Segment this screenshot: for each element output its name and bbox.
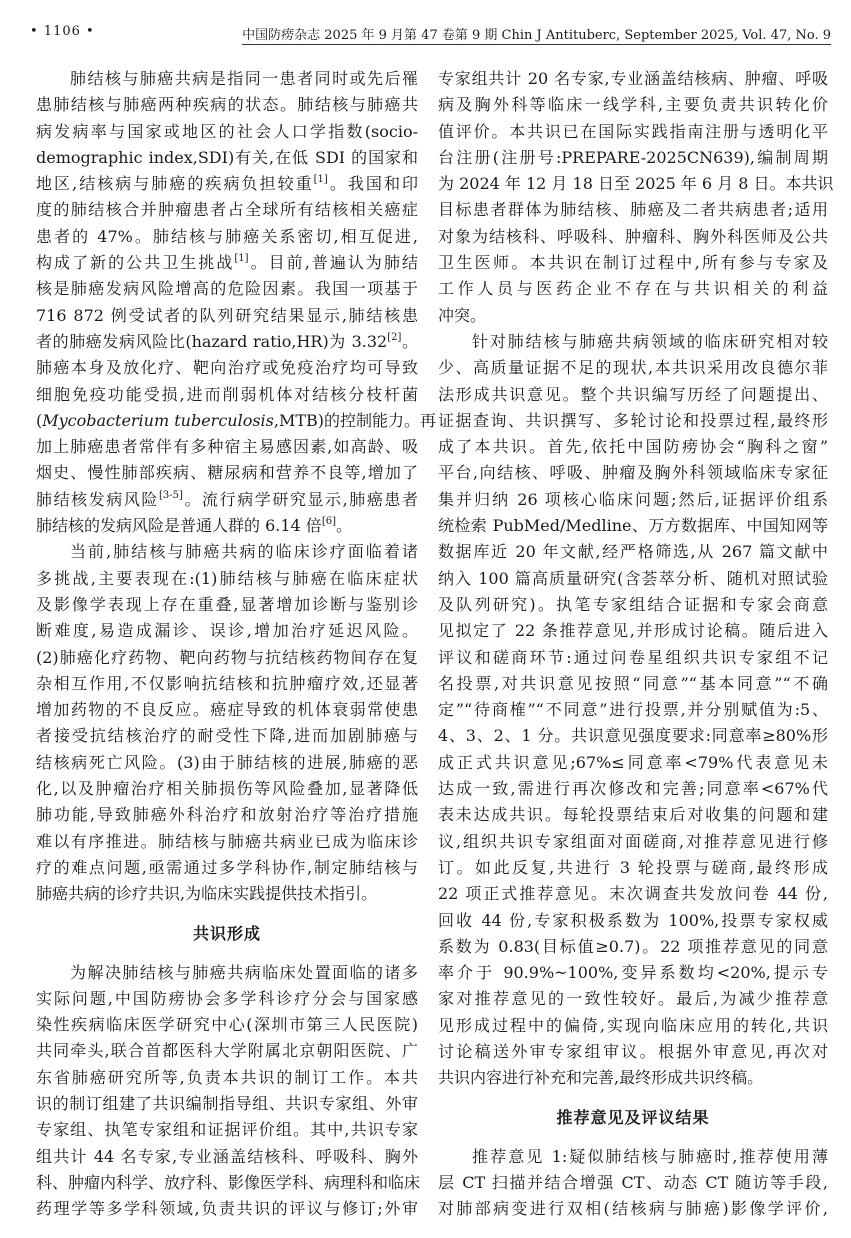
text-line: 共同牵头,联合首都医科大学附属北京朝阳医院、广	[36, 1041, 418, 1061]
text-segment: 肺结核发病风险	[36, 489, 159, 509]
text-line: 患者的 47%。肺结核与肺癌关系密切,相互促进,	[36, 226, 418, 246]
text-line: 少、高质量证据不足的现状,本共识采用改良德尔菲	[438, 358, 828, 378]
text-line: 专家组共计 20 名专家,专业涵盖结核病、肿瘤、呼吸	[438, 69, 828, 88]
text-line: 难以有序推进。肺结核与肺癌共病业已成为临床诊	[36, 831, 418, 851]
page-number: • 1106 •	[30, 24, 95, 39]
text-segment: 肺结核的发病风险是普通人群的 6.14 倍	[36, 516, 322, 536]
text-line: 4、3、2、1 分。共识意见强度要求:同意率≥80%形	[438, 726, 828, 746]
italic-term: Mycobacterium tuberculosis	[42, 410, 274, 430]
text-line: 实际问题,中国防痨协会多学科诊疗分会与国家感	[36, 988, 418, 1008]
text-line: 患肺结核与肺癌两种疾病的状态。肺结核与肺癌共	[36, 95, 418, 115]
text-segment: 。	[335, 516, 352, 536]
text-line: 成了本共识。首先,依托中国防痨协会“胸科之窗”	[438, 437, 828, 457]
text-segment: 。目前,普遍认为肺结	[248, 253, 418, 273]
text-line: 病及胸外科等临床一线学科,主要负责共识转化价	[438, 95, 828, 115]
paragraph	[36, 960, 421, 1223]
text-line: 对象为结核科、呼吸科、肿瘤科、胸外科医师及公共	[438, 226, 828, 246]
text-line: 法形成共识意见。整个共识编写历经了问题提出、	[438, 384, 828, 404]
text-line: 为解决肺结核与肺癌共病临床处置面临的诸多	[70, 962, 418, 982]
citation-reference: [1]	[313, 174, 328, 186]
text-line: 回收 44 份,专家积极系数为 100%,投票专家权威	[438, 910, 828, 930]
section-heading: 推荐意见及评议结果	[556, 1107, 710, 1127]
text-line: 系数为 0.83(目标值≥0.7)。22 项推荐意见的同意	[438, 936, 828, 956]
text-line: 疗的难点问题,亟需通过多学科协作,制定肺结核与	[36, 857, 418, 877]
text-line: 证据查询、共识撰写、多轮讨论和投票过程,最终形	[438, 410, 828, 430]
text-line: 平台,向结核、呼吸、肿瘤及胸外科领域临床专家征	[438, 463, 828, 483]
text-line: 针对肺结核与肺癌共病领域的临床研究相对较	[472, 331, 828, 351]
text-line: 定”“待商榷”“不同意”进行投票,并分别赋值为:5、	[438, 700, 828, 720]
text-line: 及队列研究)。执笔专家组结合证据和专家会商意	[438, 594, 828, 614]
citation-reference: [3-5]	[159, 489, 183, 501]
text-line: 识的制订组建了共识编制指导组、共识专家组、外审	[36, 1093, 418, 1113]
text-line: 染性疾病临床医学研究中心(深圳市第三人民医院)	[36, 1015, 418, 1035]
text-line: 率介于 90.9%~100%,变异系数均<20%,提示专	[438, 963, 828, 983]
paragraph	[438, 66, 834, 329]
text-line	[36, 171, 418, 197]
text-line: 冲突。	[438, 305, 487, 325]
text-line: 纳入 100 篇高质量研究(含荟萃分析、随机对照试验	[438, 568, 828, 588]
text-line: 加上肺癌患者常伴有多种宿主易感因素,如高龄、吸	[36, 437, 418, 457]
text-line: 对肺部病变进行双相(结核病与肺癌)影像学评价,	[438, 1199, 828, 1219]
text-line: 化,以及肿瘤治疗相关肺损伤等风险叠加,显著降低	[36, 779, 418, 799]
text-line: 者接受抗结核治疗的耐受性下降,进而加剧肺癌与	[36, 726, 418, 746]
text-segment: 者的肺癌发病风险比(hazard ratio,HR)为 3.32	[36, 331, 388, 351]
text-segment: 地区,结核病与肺癌的疾病负担较重	[36, 174, 314, 194]
paragraph	[36, 539, 418, 907]
text-line: 工作人员与医药企业不存在与共识相关的利益	[438, 279, 828, 299]
text-line: 肺结核与肺癌共病是指同一患者同时或先后罹	[70, 69, 418, 88]
text-line: 成正式共识意见;67%≤同意率<79%代表意见未	[438, 752, 828, 772]
text-segment: (	[36, 410, 43, 430]
text-line: 716 872 例受试者的队列研究结果显示,肺结核患	[36, 305, 418, 325]
left-column	[36, 66, 437, 1222]
text-segment: 构成了新的公共卫生挑战	[36, 253, 235, 273]
text-line: 数据库近 20 年文献,经严格筛选,从 267 篇文献中	[438, 542, 828, 562]
right-column	[438, 66, 834, 1222]
text-line: 统检索 PubMed/Medline、万方数据库、中国知网等	[438, 516, 828, 536]
text-line: 见形成过程中的偏倚,实现向临床应用的转化,共识	[438, 1015, 828, 1035]
text-line: (2)肺癌化疗药物、靶向药物与抗结核药物间存在复	[36, 647, 418, 667]
citation-reference: [2]	[387, 331, 402, 343]
text-line: 断难度,易造成漏诊、误诊,增加治疗延迟风险。	[36, 621, 418, 641]
text-line: 烟史、慢性肺部疾病、糖尿病和营养不良等,增加了	[36, 463, 418, 483]
text-line: 专家组、执笔专家组和证据评价组。其中,共识专家	[36, 1120, 418, 1140]
text-segment: 。	[401, 331, 418, 351]
text-line: 科、肿瘤内科学、放疗科、影像医学科、病理科和临床	[36, 1172, 421, 1192]
text-line: 层 CT 扫描并结合增强 CT、动态 CT 随访等手段,	[438, 1172, 828, 1192]
text-line: 肺癌共病的诊疗共识,为临床实践提供技术指引。	[36, 884, 378, 904]
text-line: 家对推荐意见的一致性较好。最后,为减少推荐意	[438, 989, 828, 1009]
text-line: 值评价。本共识已在国际实践指南注册与透明化平	[438, 121, 828, 141]
text-line: 共识内容进行补充和完善,最终形成共识终稿。	[438, 1068, 764, 1088]
section-heading: 共识形成	[192, 923, 261, 943]
text-line: 多挑战,主要表现在:(1)肺结核与肺癌在临床症状	[36, 568, 418, 588]
text-segment: ,MTB)的控制能力。再	[273, 410, 437, 430]
text-line	[36, 513, 418, 539]
text-line: 讨论稿送外审专家组审议。根据外审意见,再次对	[438, 1041, 828, 1061]
text-line: 22 项正式推荐意见。末次调查共发放问卷 44 份,	[438, 884, 828, 904]
text-line: 名投票,对共识意见按照“同意”“基本同意”“不确	[438, 673, 828, 693]
text-line: 集并归纳 26 项核心临床问题;然后,证据评价组系	[438, 489, 828, 509]
text-line	[36, 329, 418, 355]
text-line: 肺癌本身及放化疗、靶向治疗或免疫治疗均可导致	[36, 358, 418, 378]
text-line: 达成一致,需进行再次修改和完善;同意率<67%代	[438, 779, 828, 799]
text-line: 推荐意见 1:疑似肺结核与肺癌时,推荐使用薄	[472, 1146, 828, 1166]
text-line: 细胞免疫功能受损,进而削弱机体对结核分枝杆菌	[36, 384, 418, 404]
text-line	[36, 408, 437, 434]
text-line: 组共计 44 名专家,专业涵盖结核科、呼吸科、胸外	[36, 1146, 418, 1166]
text-line: 订。如此反复,共进行 3 轮投票与磋商,最终形成	[438, 857, 828, 877]
text-line: 目标患者群体为肺结核、肺癌及二者共病患者;适用	[438, 200, 828, 220]
text-line: 台注册(注册号:PREPARE-2025CN639),编制周期	[438, 147, 828, 167]
text-line: 卫生医师。本共识在制订过程中,所有参与专家及	[438, 253, 828, 273]
text-line	[36, 250, 418, 276]
text-line: 表未达成共识。每轮投票结束后对收集的问题和建	[438, 805, 828, 825]
text-segment: 。我国和印	[327, 174, 418, 194]
text-line: 药理学等多学科领域,负责共识的评议与修订;外审	[36, 1199, 418, 1219]
text-line: 及影像学表现上存在重叠,显著增加诊断与鉴别诊	[36, 594, 418, 614]
paragraph	[438, 1144, 828, 1223]
text-line: 杂相互作用,不仅影响抗结核和抗肿瘤疗效,还显著	[36, 673, 418, 693]
citation-reference: [1]	[234, 253, 249, 265]
text-line: 肺功能,导致肺癌外科治疗和放射治疗等治疗措施	[36, 805, 418, 825]
text-line: 核是肺癌发病风险增高的危险因素。我国一项基于	[36, 279, 418, 299]
citation-reference: [6]	[321, 516, 336, 528]
text-line: 结核病死亡风险。(3)由于肺结核的进展,肺癌的恶	[36, 752, 418, 772]
text-line: 为 2024 年 12 月 18 日至 2025 年 6 月 8 日。本共识	[438, 174, 834, 194]
text-line: 东省肺癌研究所等,负责本共识的制订工作。本共	[36, 1067, 418, 1087]
text-line: 度的肺结核合并肿瘤患者占全球所有结核相关癌症	[36, 200, 418, 220]
text-segment: 。流行病学研究显示,肺癌患者	[182, 489, 418, 509]
paragraph	[438, 329, 828, 1092]
text-line: 增加药物的不良反应。癌症导致的机体衰弱常使患	[36, 700, 418, 720]
text-line: 见拟定了 22 条推荐意见,并形成讨论稿。随后进入	[438, 621, 828, 641]
text-line: 当前,肺结核与肺癌共病的临床诊疗面临着诸	[70, 542, 418, 562]
text-line	[36, 487, 418, 513]
text-line: 病发病率与国家或地区的社会人口学指数(socio-	[36, 121, 418, 141]
text-line: demographic index,SDI)有关,在低 SDI 的国家和	[36, 147, 418, 167]
journal-running-header: 中国防痨杂志 2025 年 9 月第 47 卷第 9 期 Chin J Antituberc, September 2025, Vol. 47, No. 9	[242, 24, 831, 45]
paragraph	[36, 66, 437, 539]
text-line: 评议和磋商环节:通过问卷星组织共识专家组不记	[438, 647, 828, 667]
text-line: 议,组织共识专家组面对面磋商,对推荐意见进行修	[438, 831, 828, 851]
